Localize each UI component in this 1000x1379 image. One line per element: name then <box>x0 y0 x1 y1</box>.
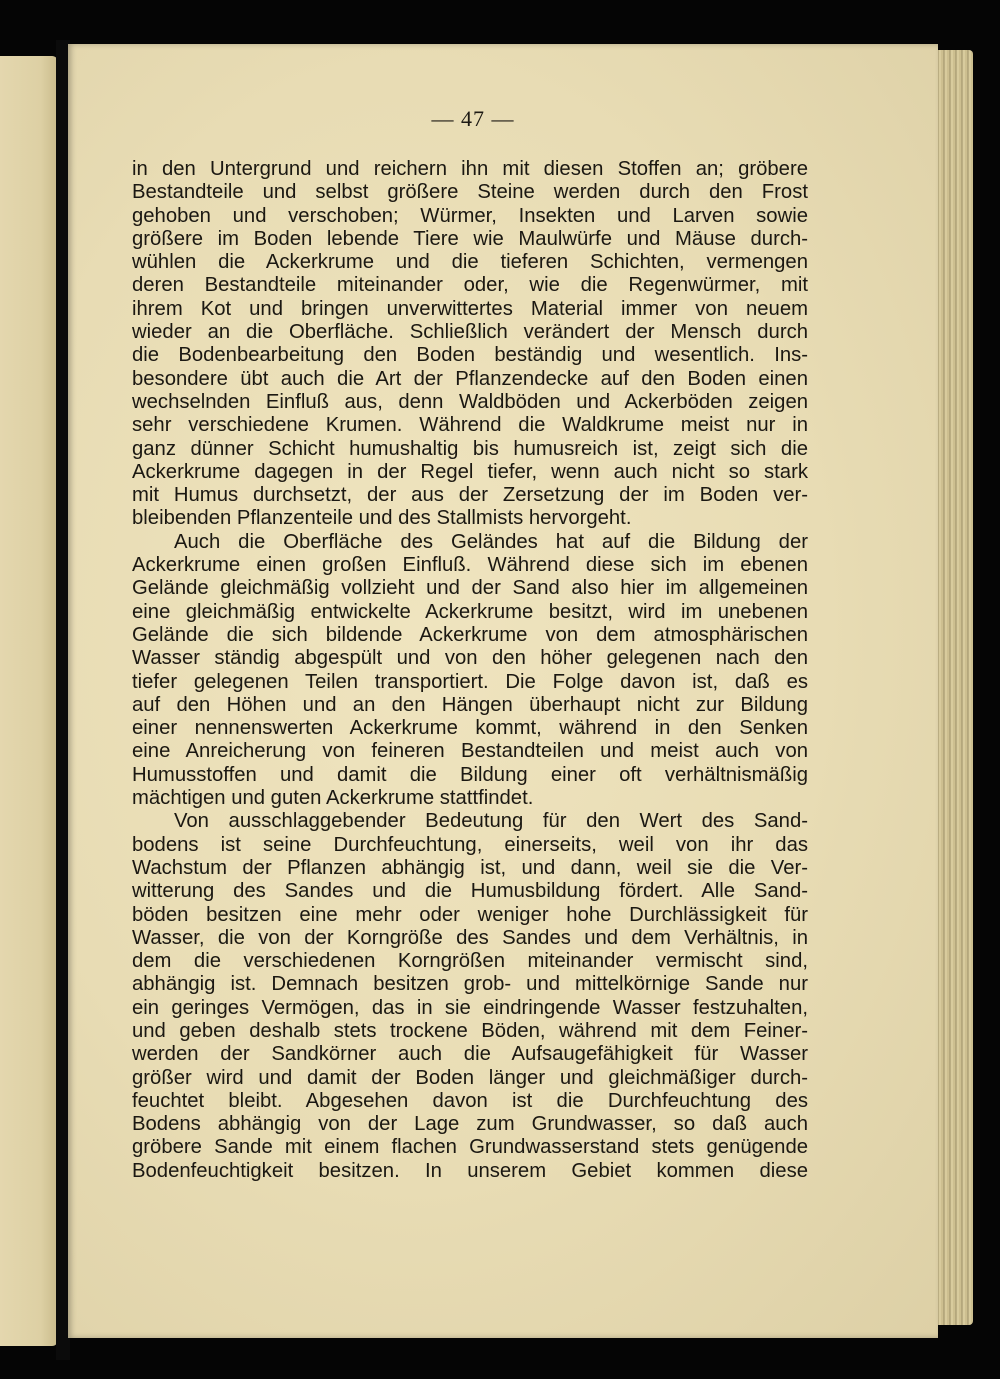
text-line: Humusstoffen und damit die Bildung einer oft verhältnismäßig <box>132 763 808 786</box>
page-number: — 47 — <box>431 106 515 131</box>
text-line: feuchtet bleibt. Abgesehen davon ist die Durchfeuchtung des <box>132 1089 808 1112</box>
paragraph-1 <box>132 158 808 531</box>
text-line: gröbere Sande mit einem flachen Grundwasserstand stets genügende <box>132 1136 808 1159</box>
text-line: Auch die Oberfläche des Geländes hat auf die Bildung der <box>174 530 808 553</box>
text-line: gehoben und verschoben; Würmer, Insekten und Larven sowie <box>132 204 808 227</box>
text-line: größer wird und damit der Boden länger und gleichmäßiger durch- <box>132 1066 808 1089</box>
left-page-edge <box>0 56 58 1346</box>
text-line: die Bodenbearbeitung den Boden beständig und wesentlich. Ins- <box>132 344 808 367</box>
text-line: Gelände die sich bildende Ackerkrume von dem atmosphärischen <box>132 623 808 646</box>
text-line: sehr verschiedene Krumen. Während die Waldkrume meist nur in <box>132 414 808 437</box>
text-line: deren Bestandteile miteinander oder, wie die Regenwürmer, mit <box>132 274 808 297</box>
text-line: ganz dünner Schicht humushaltig bis humusreich ist, zeigt sich die <box>132 437 808 460</box>
text-line: abhängig ist. Demnach besitzen grob- und mittelkörnige Sande nur <box>132 973 808 996</box>
text-line: ihrem Kot und bringen unverwittertes Material immer von neuem <box>132 297 808 320</box>
text-line: auf den Höhen und an den Hängen überhaupt nicht zur Bildung <box>132 693 808 716</box>
text-line: Bodenfeuchtigkeit besitzen. In unserem Gebiet kommen diese <box>132 1159 808 1182</box>
text-line: wühlen die Ackerkrume und die tieferen Schichten, vermengen <box>132 251 808 274</box>
text-line: besondere übt auch die Art der Pflanzendecke auf den Boden einen <box>132 367 808 390</box>
text-line: böden besitzen eine mehr oder weniger hohe Durchlässigkeit für <box>132 903 808 926</box>
text-line: Gelände gleichmäßig vollzieht und der Sand also hier im allgemeinen <box>132 577 808 600</box>
text-line: bleibenden Pflanzenteile und des Stallmists hervorgeht. <box>132 507 632 530</box>
paragraph-3 <box>132 810 808 1183</box>
text-line: ein geringes Vermögen, das in sie eindringende Wasser festzuhalten, <box>132 996 808 1019</box>
text-line: Bestandteile und selbst größere Steine werden durch den Frost <box>132 181 808 204</box>
text-line: eine Anreicherung von feineren Bestandteilen und meist auch von <box>132 740 808 763</box>
text-line: Wachstum der Pflanzen abhängig ist, und dann, weil sie die Ver- <box>132 856 808 879</box>
text-line: in den Untergrund und reichern ihn mit diesen Stoffen an; gröbere <box>132 158 808 180</box>
text-line: wieder an die Oberfläche. Schließlich verändert der Mensch durch <box>132 321 808 344</box>
text-line: und geben deshalb stets trockene Böden, während mit dem Feiner- <box>132 1019 808 1042</box>
body-text <box>132 158 808 1183</box>
text-line: bodens ist seine Durchfeuchtung, einerseits, weil von ihr das <box>132 833 808 856</box>
book-page <box>68 44 938 1338</box>
text-line: tiefer gelegenen Teilen transportiert. Die Folge davon ist, daß es <box>132 670 808 693</box>
paragraph-2 <box>132 531 808 811</box>
text-line: Ackerkrume dagegen in der Regel tiefer, wenn auch nicht so stark <box>132 460 808 483</box>
text-line: Wasser ständig abgespült und von den höher gelegenen nach den <box>132 647 808 670</box>
text-line: mächtigen und guten Ackerkrume stattfindet. <box>132 787 534 810</box>
text-line: witterung des Sandes und die Humusbildung fördert. Alle Sand- <box>132 880 808 903</box>
text-line: mit Humus durchsetzt, der aus der Zersetzung der im Boden ver- <box>132 484 808 507</box>
text-line: eine gleichmäßig entwickelte Ackerkrume besitzt, wird im unebenen <box>132 600 808 623</box>
text-line: Ackerkrume einen großen Einfluß. Während diese sich im ebenen <box>132 554 808 577</box>
text-line: wechselnden Einfluß aus, denn Waldböden und Ackerböden zeigen <box>132 390 808 413</box>
text-line: einer nennenswerten Ackerkrume kommt, während in den Senken <box>132 717 808 740</box>
text-line: Von ausschlaggebender Bedeutung für den Wert des Sand- <box>174 810 808 833</box>
text-line: werden der Sandkörner auch die Aufsaugefähigkeit für Wasser <box>132 1043 808 1066</box>
text-line: dem die verschiedenen Korngrößen miteinander vermischt sind, <box>132 950 808 973</box>
text-line: Bodens abhängig von der Lage zum Grundwasser, so daß auch <box>132 1113 808 1136</box>
text-line: größere im Boden lebende Tiere wie Maulwürfe und Mäuse durch- <box>132 227 808 250</box>
text-line: Wasser, die von der Korngröße des Sandes und dem Verhältnis, in <box>132 926 808 949</box>
